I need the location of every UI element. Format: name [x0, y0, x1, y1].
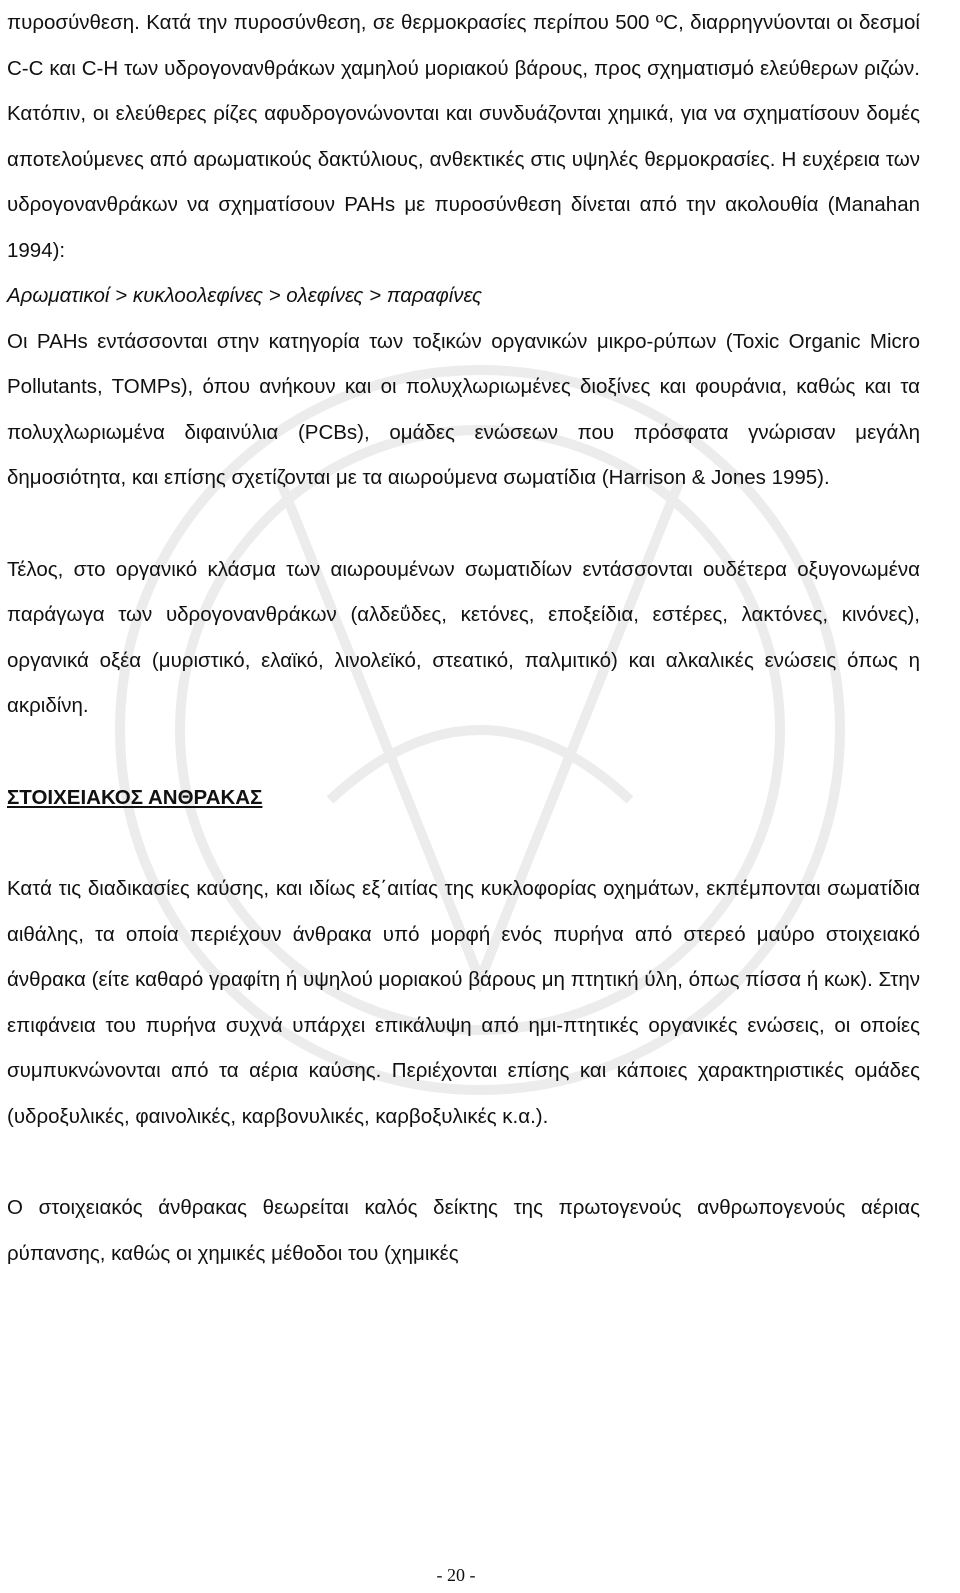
document-page — [7, 0, 920, 1276]
section-heading: ΣΤΟΙΧΕΙΑΚΟΣ ΑΝΘΡΑΚΑΣ — [7, 785, 263, 809]
pyrosynthesis-text: πυροσύνθεση. Κατά την πυροσύνθεση, σε θερμοκρασίες περίπου 500 ºC, διαρρηγνύονται οι δεσμοί C-C και C-H των υδρογονανθράκων χαμηλού μοριακού βάρους, προς σχηματισμό ελεύθερων ριζών. Κατόπιν, οι ελεύθερες ρίζες αφυδρογονώνονται και συνδυάζονται χημικά, για να σχηματίσουν δομές αποτελούμενες από αρωματικούς δακτύλιους, ανθεκτικές στις υψηλές θερμοκρασίες. Η ευχέρεια των υδρογονανθράκων να σχηματίσουν PAHs με πυροσύνθεση δίνεται από την ακολουθία (Manahan 1994): — [7, 11, 920, 262]
hydrocarbon-sequence: Αρωματικοί > κυκλοολεφίνες > ολεφίνες > παραφίνες — [7, 284, 482, 307]
paragraph-soot-particles: Κατά τις διαδικασίες καύσης, και ιδίως εξ΄αιτίας της κυκλοφορίας οχημάτων, εκπέμπονται σωματίδια αιθάλης, τα οποία περιέχουν άνθρακα υπό μορφή ενός πυρήνα από στερεό μαύρο στοιχειακό άνθρακα (είτε καθαρό γραφίτη ή υψηλού μοριακού βάρους μη πτητική ύλη, όπως πίσσα ή κωκ). Στην επιφάνεια του πυρήνα συχνά υπάρχει επικάλυψη από ημι-πτητικές οργανικές ενώσεις, οι οποίες συμπυκνώνονται από τα αέρια καύσης. Περιέχονται επίσης και κάποιες χαρακτηριστικές ομάδες (υδροξυλικές, φαινολικές, καρβονυλικές, καρβοξυλικές κ.α.). — [7, 877, 920, 1128]
paragraph-elemental-carbon: Ο στοιχειακός άνθρακας θεωρείται καλός δείκτης της πρωτογενούς ανθρωπογενούς αέριας ρύπανσης, καθώς οι χημικές μέθοδοι του (χημικές — [7, 1196, 920, 1265]
paragraph-pyrosynthesis — [7, 0, 920, 501]
paragraph-oxygenated-derivatives: Τέλος, στο οργανικό κλάσμα των αιωρουμένων σωματιδίων εντάσσονται ουδέτερα οξυγονωμένα παράγωγα των υδρογονανθράκων (αλδεΰδες, κετόνες, εποξείδια, εστέρες, λακτόνες, κινόνες), οργανικά οξέα (μυριστικό, ελαϊκό, λινολεϊκό, στεατικό, παλμιτικό) και αλκαλικές ενώσεις όπως η ακριδίνη. — [7, 557, 920, 717]
page-number: - 20 - — [436, 1565, 476, 1585]
tomps-text: Οι PAHs εντάσσονται στην κατηγορία των τοξικών οργανικών μικρο-ρύπων (Toxic Organic Micro Pollutants, TOMPs), όπου ανήκουν και οι πολυχλωριωμένες διοξίνες και φουράνια, καθώς και τα πολυχλωριωμένα διφαινύλια (PCBs), ομάδες ενώσεων που πρόσφατα γνώρισαν μεγάλη δημοσιότητα, και επίσης σχετίζονται με τα αιωρούμενα σωματίδια (Harrison & Jones 1995). — [7, 329, 920, 489]
